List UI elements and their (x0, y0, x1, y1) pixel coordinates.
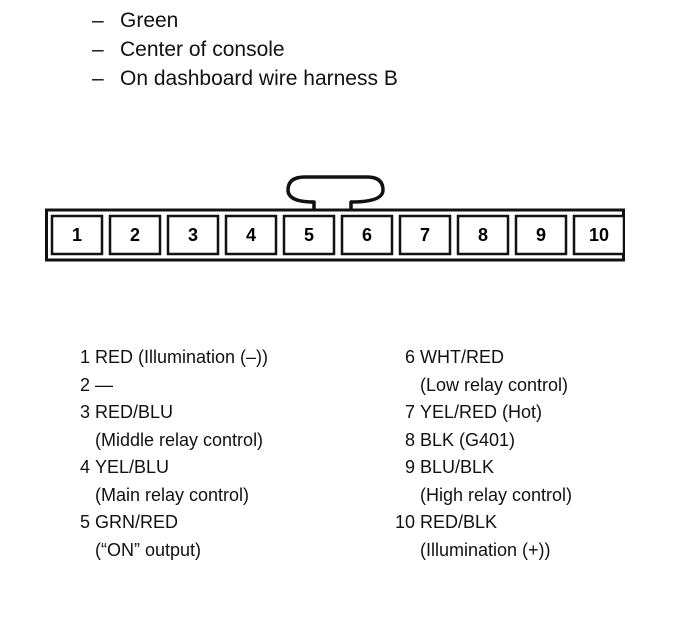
pin-number: 5 (79, 512, 90, 532)
wire-function: (Illumination (+)) (420, 539, 551, 560)
pin-number: 6 (404, 347, 415, 367)
info-line-harness (92, 64, 398, 93)
pin-number: 1 (79, 347, 90, 367)
pin-label-10: 10 (588, 225, 610, 245)
dash: – (92, 67, 104, 90)
wire-function: (Low relay control) (420, 374, 569, 395)
pin-label-7: 7 (419, 225, 431, 245)
pinout-left-column (60, 344, 268, 564)
pinout-item (385, 454, 572, 509)
pinout-item (60, 399, 268, 454)
wire-function: (“ON” output) (95, 539, 202, 560)
pinout-item (60, 454, 268, 509)
wire-function: (Middle relay control) (95, 429, 264, 450)
pin-label-3: 3 (187, 225, 199, 245)
pin-label-5: 5 (303, 225, 315, 245)
connector-svg (45, 172, 625, 264)
info-text: Green (120, 9, 179, 32)
wire-label: BLU/BLK (420, 457, 495, 477)
pin-number: 8 (404, 429, 415, 450)
pin-number: 7 (404, 402, 415, 422)
pin-label-8: 8 (477, 225, 489, 245)
info-text: Center of console (120, 38, 285, 61)
pinout-item (385, 344, 572, 399)
pinout-item (60, 509, 268, 564)
wire-label: RED (Illumination (–)) (95, 347, 269, 367)
connector-lock-tab (288, 177, 383, 210)
wire-label: RED/BLK (420, 512, 498, 532)
pin-number: 9 (404, 457, 415, 477)
info-line-location (92, 35, 398, 64)
pin-number: 10 (394, 512, 415, 532)
pin-label-1: 1 (71, 225, 83, 245)
pin-label-4: 4 (245, 225, 257, 245)
pinout-item (385, 509, 572, 564)
pin-label-2: 2 (129, 225, 141, 245)
wire-function: (High relay control) (420, 484, 573, 505)
info-text: On dashboard wire harness B (120, 67, 398, 90)
pin-label-9: 9 (535, 225, 547, 245)
pinout-item (60, 344, 268, 372)
wire-function: (Main relay control) (95, 484, 250, 505)
wire-label: — (95, 374, 113, 395)
connector-info (92, 6, 398, 93)
wire-label: WHT/RED (420, 347, 504, 367)
pin-number: 3 (79, 402, 90, 422)
pinout-item (385, 399, 572, 427)
wire-label: BLK (G401) (420, 429, 516, 450)
pin-number: 4 (79, 457, 90, 477)
pinout-item (385, 427, 572, 455)
dash: – (92, 9, 104, 32)
wire-label: RED/BLU (95, 402, 174, 422)
dash: – (92, 38, 104, 61)
pin-label-6: 6 (361, 225, 373, 245)
wire-label: GRN/RED (95, 512, 179, 532)
wire-label: YEL/BLU (95, 457, 170, 477)
pin-number: 2 (79, 374, 90, 395)
connector-diagram (45, 172, 625, 264)
wire-label: YEL/RED (Hot) (420, 402, 543, 422)
pinout-right-column (385, 344, 572, 564)
pinout-item (60, 372, 268, 400)
info-line-color (92, 6, 398, 35)
